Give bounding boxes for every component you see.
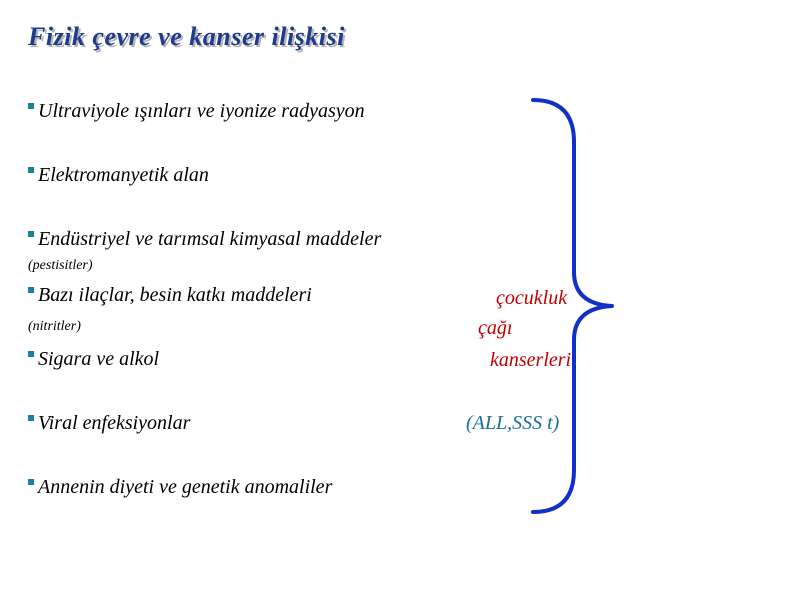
bullet-icon (28, 231, 34, 237)
list-note: (pestisitler) (28, 258, 93, 273)
bullet-icon (28, 415, 34, 421)
side-label: kanserleri (490, 349, 572, 371)
list-item-text: Sigara ve alkol (38, 348, 160, 370)
list-item (28, 227, 381, 251)
list-item-text: Elektromanyetik alan (38, 164, 209, 186)
list-item-text: Ultraviyole ışınları ve iyonize radyasyon (38, 100, 365, 122)
list-item-text: Bazı ilaçlar, besin katkı maddeleri (38, 284, 312, 306)
bullet-icon (28, 167, 34, 173)
slide-title: Fizik çevre ve kanser ilişkisi (28, 22, 345, 51)
bullet-icon (28, 103, 34, 109)
bullet-icon (28, 287, 34, 293)
list-item-text: Viral enfeksiyonlar (38, 412, 191, 434)
bullet-icon (28, 351, 34, 357)
side-label: çocukluk (496, 287, 568, 309)
list-note: (nitritler) (28, 319, 81, 334)
curly-brace-icon (528, 92, 618, 522)
list-item (28, 99, 365, 123)
list-item (28, 475, 332, 499)
list-item (28, 283, 312, 307)
bullet-icon (28, 479, 34, 485)
list-item (28, 411, 190, 435)
list-item-text: Endüstriyel ve tarımsal kimyasal maddeler (38, 228, 382, 250)
list-item (28, 347, 159, 371)
side-label: çağı (478, 317, 513, 339)
side-label: (ALL,SSS t) (466, 412, 560, 434)
list-item (28, 163, 209, 187)
list-item-text: Annenin diyeti ve genetik anomaliler (38, 476, 333, 498)
